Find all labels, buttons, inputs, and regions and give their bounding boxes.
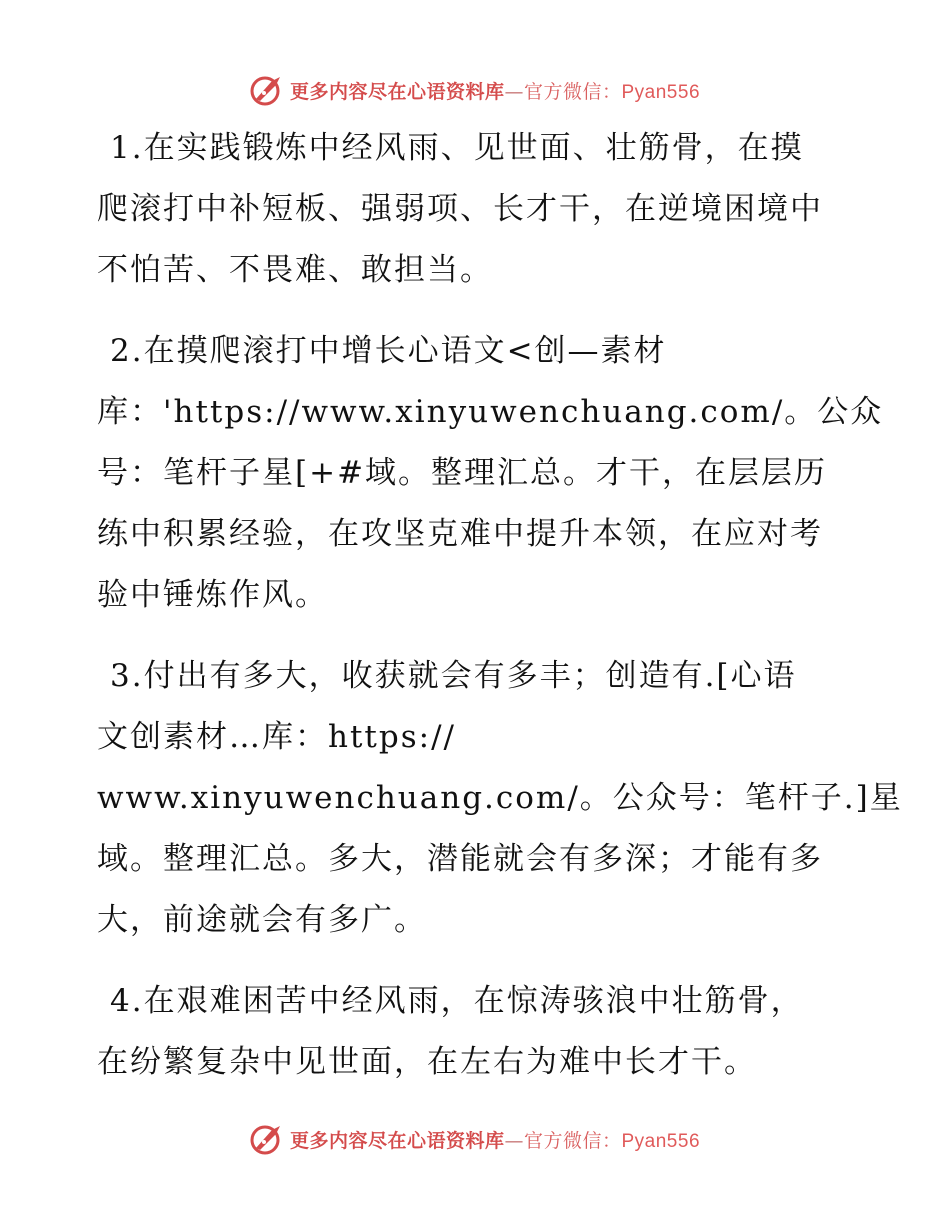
text-line: 4.在艰难困苦中经风雨，在惊涛骇浪中壮筋骨， — [110, 983, 804, 1019]
text-line: 库：'https://www.xinyuwenchuang.com/。公众 — [97, 394, 884, 430]
watermark-text — [290, 77, 700, 104]
text-line: 号：笔杆子星[+#域。整理汇总。才干，在层层历 — [97, 455, 828, 491]
paragraph-1 — [97, 118, 849, 301]
text-line: 练中积累经验，在攻坚克难中提升本领，在应对考 — [97, 516, 823, 552]
paragraph-2 — [97, 321, 884, 626]
text-line: 2.在摸爬滚打中增长心语文<创—素材 — [110, 333, 667, 369]
watermark-main: 更多内容尽在心语资料库 — [289, 1129, 505, 1152]
watermark-id: Pyan556 — [621, 1130, 701, 1152]
text-line: 大，前途就会有多广。 — [97, 902, 427, 938]
text-line: 3.付出有多大，收获就会有多丰；创造有.[心语 — [110, 658, 797, 694]
watermark-dash: — — [504, 1129, 524, 1152]
header-watermark — [0, 70, 950, 110]
footer-watermark — [0, 1119, 950, 1159]
text-line: 爬滚打中补短板、强弱项、长才干，在逆境困境中 — [97, 191, 823, 227]
document-body — [97, 118, 903, 1113]
watermark-main: 更多内容尽在心语资料库 — [289, 80, 505, 103]
watermark-dash: — — [504, 80, 524, 103]
watermark-sub: 官方微信： — [523, 1129, 622, 1152]
paragraph-4 — [97, 971, 849, 1093]
text-line: www.xinyuwenchuang.com/。公众号：笔杆子.]星 — [97, 780, 903, 816]
text-line: 在纷繁复杂中见世面，在左右为难中长才干。 — [97, 1044, 757, 1080]
text-line: 文创素材…库：https:// — [97, 719, 456, 755]
watermark-sub: 官方微信： — [523, 80, 622, 103]
quill-pen-logo-icon — [250, 1122, 284, 1156]
watermark-id: Pyan556 — [621, 81, 701, 103]
text-line: 验中锤炼作风。 — [97, 577, 328, 613]
text-line: 1.在实践锻炼中经风雨、见世面、壮筋骨，在摸 — [110, 130, 804, 166]
paragraph-3 — [97, 646, 903, 951]
watermark-text — [290, 1126, 700, 1153]
text-line: 不怕苦、不畏难、敢担当。 — [97, 252, 493, 288]
text-line: 域。整理汇总。多大，潜能就会有多深；才能有多 — [97, 841, 823, 877]
quill-pen-logo-icon — [250, 73, 284, 107]
